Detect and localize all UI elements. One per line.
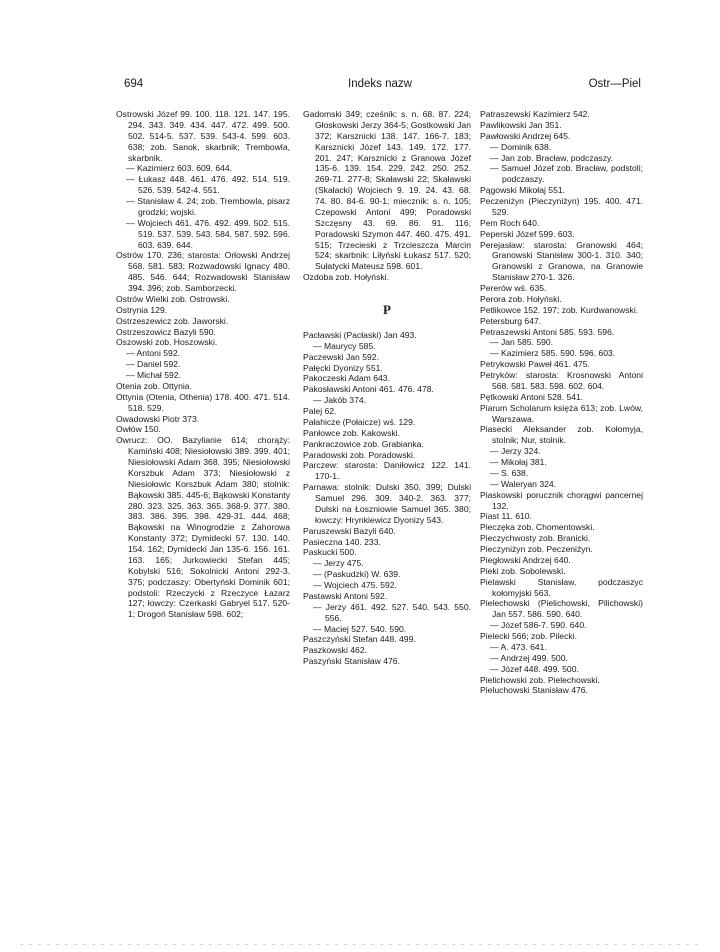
index-entry: Pastawski Antoni 592. xyxy=(303,590,388,601)
index-subentry: — Jerzy 324. xyxy=(490,446,541,457)
index-entry: Petraszewski Antoni 585. 593. 596. xyxy=(480,326,615,337)
index-entry: Parczew: starosta: Daniłowicz 122. 141. 170-1. xyxy=(303,460,471,482)
index-entry: Pieluchowski Stanisław 476. xyxy=(480,685,588,696)
index-subentry: — Mikołaj 381. xyxy=(490,457,547,467)
index-subentry: — Kazimierz 585. 590. 596. 603. xyxy=(490,348,616,359)
index-entry: Pankraczowice zob. Grabianka. xyxy=(303,438,424,449)
index-entry: Piasecki Aleksander zob. Kołomyja, stolnik; Nur, stolnik. xyxy=(480,424,643,446)
index-entry: Ostrzeszowicz Bazyli 590. xyxy=(116,326,216,337)
index-subentry: — Daniel 592. xyxy=(126,359,181,370)
index-entry: Ottynia (Otenia, Othenia) 178. 400. 471. 514. 518. 529. xyxy=(116,391,290,413)
index-entry: Piarum Scholarum księża 613; zob. Lwów, Warszawa. xyxy=(480,402,643,424)
index-subentry: — Wojciech 461. 476. 492. 499. 502. 515. 519. 537. 539. 543. 584. 587. 592. 596. 603. 639. 644. xyxy=(126,217,290,250)
index-entry: Pętkowski Antoni 528. 541. xyxy=(480,391,584,402)
index-entry: Pieczęka zob. Chomentowski. xyxy=(480,522,595,533)
running-title: Indeks nazw xyxy=(348,78,412,90)
index-entry: Ozdoba zob. Hołyński. xyxy=(303,272,389,283)
index-entry: Pem Roch 640. xyxy=(480,217,540,228)
index-entry: Ostrów 170. 236; starosta: Orłowski Andrzej 568. 581. 583; Rozwadowski Ignacy 480. 485. 546. 644; Rozwadowski Stanisław 394. 396; zob. Samborzecki. xyxy=(116,250,290,293)
index-subentry: — Stanisław 4. 24; zob. Trembowla, pisarz grodzki; wojski. xyxy=(126,196,290,217)
index-subentry: — Maurycy 585. xyxy=(313,340,376,351)
index-subentry: — Jan zob. Bracław, podczaszy. xyxy=(490,152,614,163)
index-subentry: — Andrzej 499. 500. xyxy=(490,652,568,663)
index-entry: Pieczyniżyn zob. Peczeniżyn. xyxy=(480,544,593,554)
index-entry: Palej 62. xyxy=(303,406,337,416)
page-range-label: Ostr—Piel xyxy=(588,78,641,90)
index-entry: Owłów 150. xyxy=(116,424,161,435)
index-entry: Owrucz: OO. Bazylianie 614; chorąży: Kamiński 408; Niesiołowski 389. 399. 401; Niesiołowski Adam 368. 395; Niesiołowski Korszbuk Adam 373; Niesiołowski z Niesiołowic Korszbuk Adam 380; stolnik: Bąkowski 385. 445-6; Bąkowski Konstanty 280. 323. 325. 363. 365. 368-9. 377. 380. 383. 386. 395. 398. 429-31. 444. 468; Bąkowski na Winogrodzie z Zahorowa Konstanty 372; Dymidecki 57. 130. 140. 154. 162; Dymidecki Jan 135-6. 156. 161. 163. 165; Jurkowiecki Stefan 445; Kobylski 516; Sokolnicki Antoni 292-3. 375; podczaszy: Obertyński Dominik 601; podstoli: Rzeczycki z Rzeczyce Łazarz 127; łowczy: Czerkaski Gabryel 517. 520-1; Drogoń Stanisław 598. 602; xyxy=(116,435,290,620)
index-entry: Pieczychwosty zob. Branicki. xyxy=(480,533,591,544)
index-entry: Petlikowce 152. 197; zob. Kurdwanowski. xyxy=(480,304,639,315)
index-entry: Pererów wś. 635. xyxy=(480,283,547,293)
index-entry: Paszkowski 462. xyxy=(303,645,368,656)
index-subentry: — Józef 448. 499. 500. xyxy=(490,663,579,674)
index-entry: Oszowski zob. Hoszowski. xyxy=(116,337,218,348)
index-entry: Patraszewski Kazimierz 542. xyxy=(480,109,590,119)
index-entry: Paszyński Stanisław 476. xyxy=(303,656,400,667)
index-subentry: — (Paskudzki) W. 639. xyxy=(313,569,401,580)
index-subentry: — Jerzy 475. xyxy=(313,558,364,569)
index-entry: Peczeniżyn (Pieczyniżyn) 195. 400. 471. 529. xyxy=(480,196,643,217)
index-entry: Ostrów Wielki zob. Ostrowski. xyxy=(116,293,230,304)
index-entry: Pasieczna 140. 233. xyxy=(303,536,381,547)
index-subentry: — Jan 585. 590. xyxy=(490,337,554,348)
index-subentry: — Maciej 527. 540. 590. xyxy=(313,623,407,634)
index-entry: Otenia zob. Ottynia. xyxy=(116,380,192,391)
index-entry: Pielecki 566; zob. Pilecki. xyxy=(480,631,577,641)
section-letter: P xyxy=(383,302,391,317)
index-entry: Gadomski 349; cześnik: s. n. 68. 87. 224; Głoskowski Jerzy 364-5; Gostkowski Jan 372; Karsznicki 138. 147. 166-7. 183; Karsznicki Józef 143. 149. 172. 177. 201. 247; Karsznicki z Granowa Józef 135-6. 139. 154. 229. 242. 250. 252. 269-71. 277-8; Skaławski 22; Skaławski (Skałacki) Wojciech 9. 19. 24. 43. 68. 74. 80. 84-6. 90-1; miecznik: s. n. 105; Czepowski Antoni 499; Poradowski Szczęsny 43. 69. 86. 91. 116; Poradowski Szymon 447. 460. 475. 491. 515; Trzecieski z Trzcieszcza Marcin 524; skarbnik: Liłyński Łukasz 517. 520; Sułatycki Mateusz 598. 601. xyxy=(303,109,471,272)
index-subentry: — Antoni 592. xyxy=(126,348,180,359)
index-entry: Paskucki 500. xyxy=(303,547,357,558)
index-subentry: — Józef 586-7. 590. 640. xyxy=(490,620,587,631)
index-entry: Owadowski Piotr 373. xyxy=(116,413,200,424)
index-entry: Ostrzeszewicz zob. Jaworski. xyxy=(116,315,229,326)
index-entry: Pałęcki Dyonizy 551. xyxy=(303,362,383,373)
index-entry: Pieki zob. Sobolewski. xyxy=(480,565,566,576)
index-entry: Petrykowski Paweł 461. 475. xyxy=(480,359,590,370)
index-entry: Piegłowski Andrzej 640. xyxy=(480,554,571,565)
index-entry: Piast 11. 610. xyxy=(480,511,532,522)
index-subentry: — S. 638. xyxy=(490,467,529,478)
page-number: 694 xyxy=(124,78,144,90)
index-entry: Parnawa: stolnik: Dulski 350. 399; Dulski Samuel 296. 309. 340-2. 363. 377; Dulski na Łoszniowie Samuel 365. 380; łowczy: Hrynkiewicz Dyonizy 543. xyxy=(303,482,471,525)
index-subentry: — Łukasz 448. 461. 476. 492. 514. 519. 526. 539. 542-4. 551. xyxy=(126,174,290,196)
index-subentry: — Dominik 638. xyxy=(490,141,552,152)
index-entry: Pałahicze (Połaicze) wś. 129. xyxy=(303,416,416,427)
index-entry: Peperski Józef 599. 603. xyxy=(480,228,575,239)
index-column-2 xyxy=(303,109,471,667)
index-subentry: — Jerzy 461. 492. 527. 540. 543. 550. 556. xyxy=(313,601,471,623)
index-entry: Paczewski Jan 592. xyxy=(303,351,379,362)
index-subentry: — Waleryan 324. xyxy=(490,478,557,489)
index-entry: Perora zob. Hołyński. xyxy=(480,293,562,304)
index-entry: Perejasław: starosta: Granowski 464; Granowski Stanisław 300-1. 310. 340; Granowski z Granowa, na Granowie Stanisław 270-1. 326. xyxy=(480,239,643,283)
index-entry: Pakosławski Antoni 461. 476. 478. xyxy=(303,384,434,395)
index-subentry: — Jakób 374. xyxy=(313,395,367,406)
index-entry: Petryków: starosta: Krosnowski Antoni 568. 581. 583. 598. 602. 604. xyxy=(480,370,643,391)
index-subentry: — A. 473. 641. xyxy=(490,641,547,652)
index-entry: Ostrowski Józef 99. 100. 118. 121. 147. 195. 294. 343. 349. 434. 447. 472. 499. 500. 502. 514-5. 537. 539. 543-4. 599. 603. 638; zob. Sanok, skarbnik; Trembowla, skarbnik. xyxy=(116,109,290,163)
index-column-1 xyxy=(116,109,290,620)
index-entry: Pacławski (Pacłaski) Jan 493. xyxy=(303,329,417,340)
index-entry: Petersburg 647. xyxy=(480,315,542,326)
index-entry: Paszczyński Stefan 448. 499. xyxy=(303,634,416,645)
index-entry: Pielawski Stanisław, podczaszyc kołomyjski 563. xyxy=(480,576,643,598)
index-entry: Paruszewski Bazyli 640. xyxy=(303,525,396,536)
index-subentry: — Samuel Józef zob. Bracław, podstoli; podczaszy. xyxy=(490,163,643,185)
scan-edge-artifact xyxy=(20,944,700,945)
index-subentry: — Michał 592. xyxy=(126,370,181,380)
index-subentry: — Wojciech 475. 592. xyxy=(313,580,397,590)
index-entry: Pawłowski Andrzej 645. xyxy=(480,130,571,141)
index-column-3 xyxy=(480,109,643,696)
index-entry: Ostrynia 129. xyxy=(116,304,168,315)
index-subentry: — Kazimierz 603. 609. 644. xyxy=(126,163,233,174)
index-entry: Pągowski Mikołaj 551. xyxy=(480,185,566,196)
index-entry: Pawlikowski Jan 351. xyxy=(480,119,562,130)
index-entry: Pakoczeski Adam 643. xyxy=(303,373,390,384)
index-entry: Panłowce zob. Kakowski. xyxy=(303,427,400,438)
index-entry: Pielechowski (Pielichowski, Pilichowski) Jan 557. 586. 590. 640. xyxy=(480,598,643,620)
index-entry: Paradowski zob. Poradowski. xyxy=(303,449,416,460)
index-entry: Piaskowski porucznik chorągwi pancernej 132. xyxy=(480,489,643,511)
index-entry: Pielichowski zob. Pielechowski. xyxy=(480,674,600,685)
